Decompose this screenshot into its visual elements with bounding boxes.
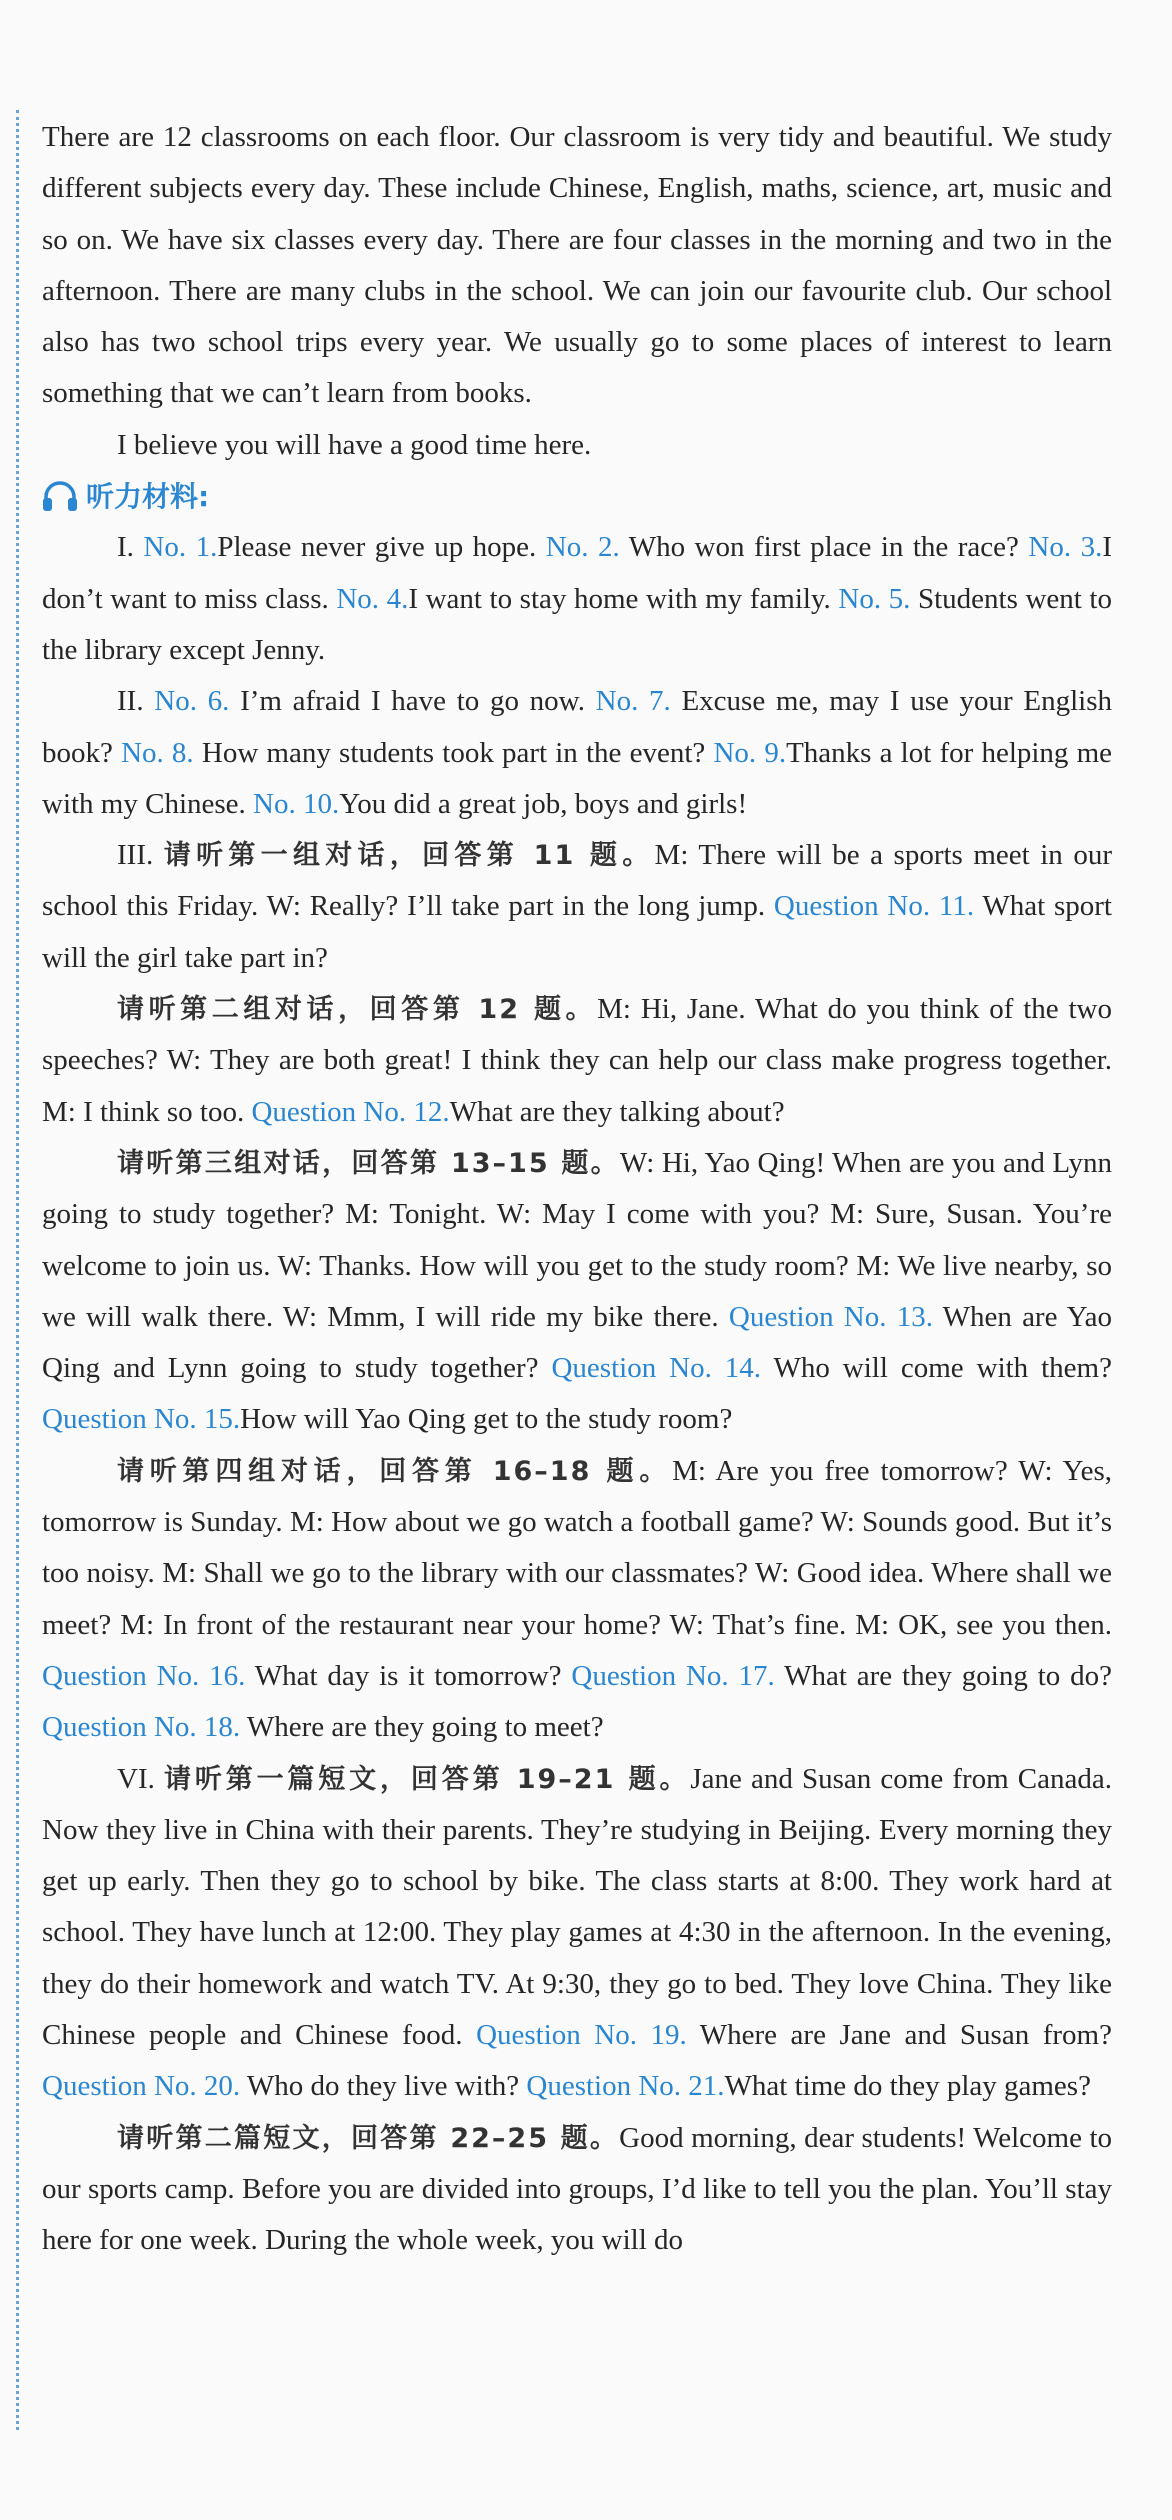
part-1: [42, 522, 1112, 676]
question-text: Excuse me, may I use your English book?: [42, 685, 1113, 769]
question-text: I want to stay home with my family.: [408, 582, 831, 615]
section-title-text: 听力材料:: [86, 480, 210, 514]
question-number: No. 3.: [1028, 531, 1103, 564]
question-text: I’m afraid I have to go now.: [240, 685, 585, 718]
question-text: Who won first place in the race?: [628, 531, 1019, 564]
question-number: No. 1.: [143, 531, 218, 564]
instruction-zh: 请听第三组对话，回答第 13–15 题。: [117, 1147, 620, 1179]
headphones-icon: [42, 481, 78, 513]
question-number: No. 8.: [121, 736, 194, 769]
question-number: Question No. 18.: [42, 1711, 241, 1744]
dialogue-text: M: Hi, Jane. What do you think of the two speeches? W: They are both great! I think they can help our class make progress together. M: I think so too.: [42, 993, 1112, 1128]
question-text: Where are they going to meet?: [246, 1711, 604, 1744]
question-number: Question No. 12.: [251, 1095, 450, 1128]
question-number: No. 9.: [713, 736, 787, 769]
dialogue-text: W: Hi, Yao Qing! When are you and Lynn going to study together? M: Tonight. W: May I come with you? M: Sure, Susan. You’re welcome to join us. W: Thanks. How will you get to the study room? M: We live nearby, so we will walk there. W: Mmm, I will ride my bike there.: [42, 1146, 1113, 1333]
question-text: Who will come with them?: [773, 1352, 1112, 1385]
question-number: No. 5.: [838, 582, 911, 615]
instruction-zh: 请听第四组对话，回答第 16–18 题。: [117, 1455, 673, 1487]
part-6-passage-2: [42, 2113, 1112, 2267]
question-text: Who do they live with?: [246, 2070, 520, 2103]
question-number: No. 2.: [545, 531, 620, 564]
question-text: What time do they play games?: [724, 2070, 1091, 2103]
question-number: No. 10.: [253, 787, 340, 820]
question-number: No. 6.: [154, 685, 230, 718]
instruction-zh: 请听第一组对话，回答第 11 题。: [163, 840, 655, 872]
part-1-label: I.: [117, 531, 134, 564]
question-number: Question No. 11.: [773, 890, 975, 923]
question-number: Question No. 19.: [476, 2018, 687, 2051]
question-text: When are Yao Qing and Lynn going to study together?: [42, 1300, 1112, 1385]
question-text: How will Yao Qing get to the study room?: [240, 1403, 733, 1436]
instruction-zh: 请听第一篇短文，回答第 19–21 题。: [163, 1763, 691, 1795]
question-text: How many students took part in the event?: [201, 736, 706, 769]
part-3-dialogue-3: [42, 1138, 1112, 1446]
question-number: Question No. 16.: [42, 1659, 246, 1692]
question-number: Question No. 13.: [728, 1300, 933, 1333]
passage-text: Jane and Susan come from Canada. Now they live in China with their parents. They’re studying in Beijing. Every morning they get up early. Then they go to school by bike. The class starts at 8:00. They work hard at school. They have lunch at 12:00. They play games at 4:30 in the afternoon. In the evening, they do their homework and watch TV. At 9:30, they go to bed. They love China. They like Chinese people and Chinese food.: [42, 1762, 1113, 2051]
question-number: Question No. 21.: [526, 2070, 725, 2103]
document-page: [42, 112, 1112, 2266]
question-text: I don’t want to miss class.: [42, 531, 1113, 615]
question-text: What are they going to do?: [784, 1659, 1112, 1692]
question-text: Thanks a lot for helping me with my Chinese.: [42, 736, 1113, 820]
question-text: What day is it tomorrow?: [254, 1659, 562, 1692]
part-6-label: VI.: [117, 1762, 155, 1795]
dialogue-text: M: There will be a sports meet in our school this Friday. W: Really? I’ll take part in the long jump.: [42, 839, 1113, 923]
part-2-label: II.: [117, 685, 144, 718]
part-3-dialogue-2: [42, 984, 1112, 1138]
question-number: No. 4.: [336, 582, 409, 615]
question-text: You did a great job, boys and girls!: [339, 787, 748, 820]
part-2: [42, 676, 1112, 830]
question-text: Please never give up hope.: [217, 531, 537, 564]
binding-margin-line: [16, 110, 19, 2430]
question-number: No. 7.: [595, 685, 671, 718]
question-number: Question No. 20.: [42, 2070, 241, 2103]
question-text: Where are Jane and Susan from?: [699, 2018, 1112, 2051]
question-text: Students went to the library except Jenny.: [42, 582, 1112, 666]
question-number: Question No. 15.: [42, 1403, 241, 1436]
instruction-zh: 请听第二组对话，回答第 12 题。: [117, 994, 598, 1026]
part-6-passage-1: [42, 1754, 1112, 2113]
part-3-dialogue-1: [42, 830, 1112, 984]
dialogue-text: M: Are you free tomorrow? W: Yes, tomorrow is Sunday. M: How about we go watch a football game? W: Sounds good. But it’s too noisy. M: Shall we go to the library with our classmates? W: Good idea. Where shall we meet? M: In front of the restaurant near your home? W: That’s fine. M: OK, see you then.: [42, 1454, 1112, 1641]
passage-text: Good morning, dear students! Welcome to our sports camp. Before you are divided into groups, I’d like to tell you the plan. You’ll stay here for one week. During the whole week, you will do: [42, 2121, 1113, 2257]
instruction-zh: 请听第二篇短文，回答第 22–25 题。: [117, 2122, 620, 2154]
part-3-label: III.: [117, 839, 154, 872]
question-number: Question No. 14.: [551, 1352, 762, 1385]
section-title: [42, 471, 1112, 522]
question-text: What sport will the girl take part in?: [42, 890, 1112, 974]
part-3-dialogue-4: [42, 1446, 1112, 1754]
question-text: What are they talking about?: [449, 1095, 785, 1128]
intro-paragraph: There are 12 classrooms on each floor. Our classroom is very tidy and beautiful. We study different subjects every day. These include Chinese, English, maths, science, art, music and so on. We have six classes every day. There are four classes in the morning and two in the afternoon. There are many clubs in the school. We can join our favourite club. Our school also has two school trips every year. We usually go to some places of interest to learn something that we can’t learn from books.: [42, 121, 1112, 410]
closing-sentence: I believe you will have a good time here.: [117, 428, 592, 461]
question-number: Question No. 17.: [571, 1659, 775, 1692]
